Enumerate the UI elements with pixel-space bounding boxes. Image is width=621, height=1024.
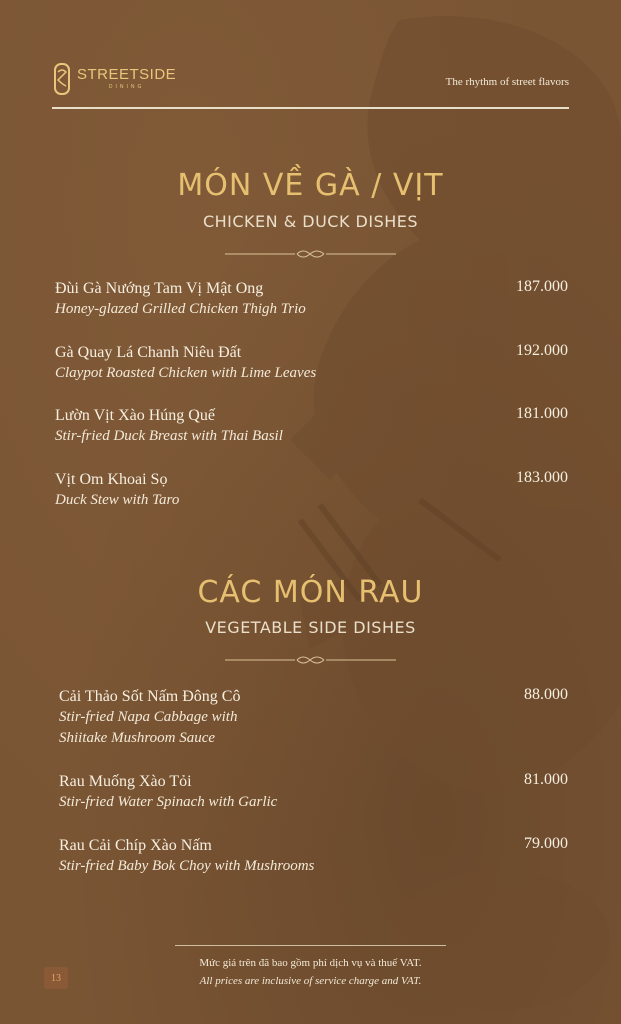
item-price: 187.000 [516,278,568,295]
section-title-vegetables: CÁC MÓN RAU [197,575,424,610]
menu-item [59,686,568,749]
brand-subtitle: DINING [108,84,145,90]
menu-item [59,835,568,877]
ornament-divider-icon [225,654,396,666]
lantern-logo-icon [52,62,72,96]
item-price: 81.000 [524,771,568,788]
item-price: 181.000 [516,405,568,422]
item-price: 88.000 [524,686,568,703]
brand-logo [52,62,176,96]
item-price: 192.000 [516,342,568,359]
item-name-en: Honey-glazed Grilled Chicken Thigh Trio [55,301,306,317]
item-name-en: Stir-fried Water Spinach with Garlic [59,794,278,810]
menu-item [59,771,568,813]
item-name-en: Claypot Roasted Chicken with Lime Leaves [55,365,317,381]
item-name-vn: Rau Muống Xào Tỏi [59,773,192,790]
brand-name: STREETSIDE [77,66,177,83]
item-name-vn: Rau Cải Chíp Xào Nấm [59,837,212,854]
section-subtitle-vegetables: VEGETABLE SIDE DISHES [205,618,416,637]
menu-item [55,278,568,320]
item-name-en: Duck Stew with Taro [55,492,180,508]
menu-item [55,405,568,447]
tagline: The rhythm of street flavors [445,76,569,88]
page-number: 13 [44,967,68,989]
item-price: 183.000 [516,469,568,486]
item-name-en: Stir-fried Baby Bok Choy with Mushrooms [59,858,315,874]
menu-item [55,342,568,384]
section-title-chicken-duck: MÓN VỀ GÀ / VỊT [177,168,444,203]
item-name-vn: Lườn Vịt Xào Húng Quế [55,407,215,424]
item-name-en: Stir-fried Napa Cabbage with [59,709,238,725]
header-divider [52,107,569,109]
menu-item [55,469,568,511]
item-name-vn: Vịt Om Khoai Sọ [55,471,168,488]
item-name-en-line2: Shiitake Mushroom Sauce [59,730,216,746]
footer-divider [175,945,446,946]
item-name-vn: Cải Thảo Sốt Nấm Đông Cô [59,688,241,705]
item-name-vn: Đùi Gà Nướng Tam Vị Mật Ong [55,280,264,297]
footer-note-en: All prices are inclusive of service charge and VAT. [199,975,422,987]
ornament-divider-icon [225,248,396,260]
item-name-en: Stir-fried Duck Breast with Thai Basil [55,428,283,444]
item-name-vn: Gà Quay Lá Chanh Niêu Đất [55,344,242,361]
section-subtitle-chicken-duck: CHICKEN & DUCK DISHES [202,212,419,231]
item-price: 79.000 [524,835,568,852]
footer-note-vn: Mức giá trên đã bao gồm phí dịch vụ và thuế VAT. [199,957,422,969]
